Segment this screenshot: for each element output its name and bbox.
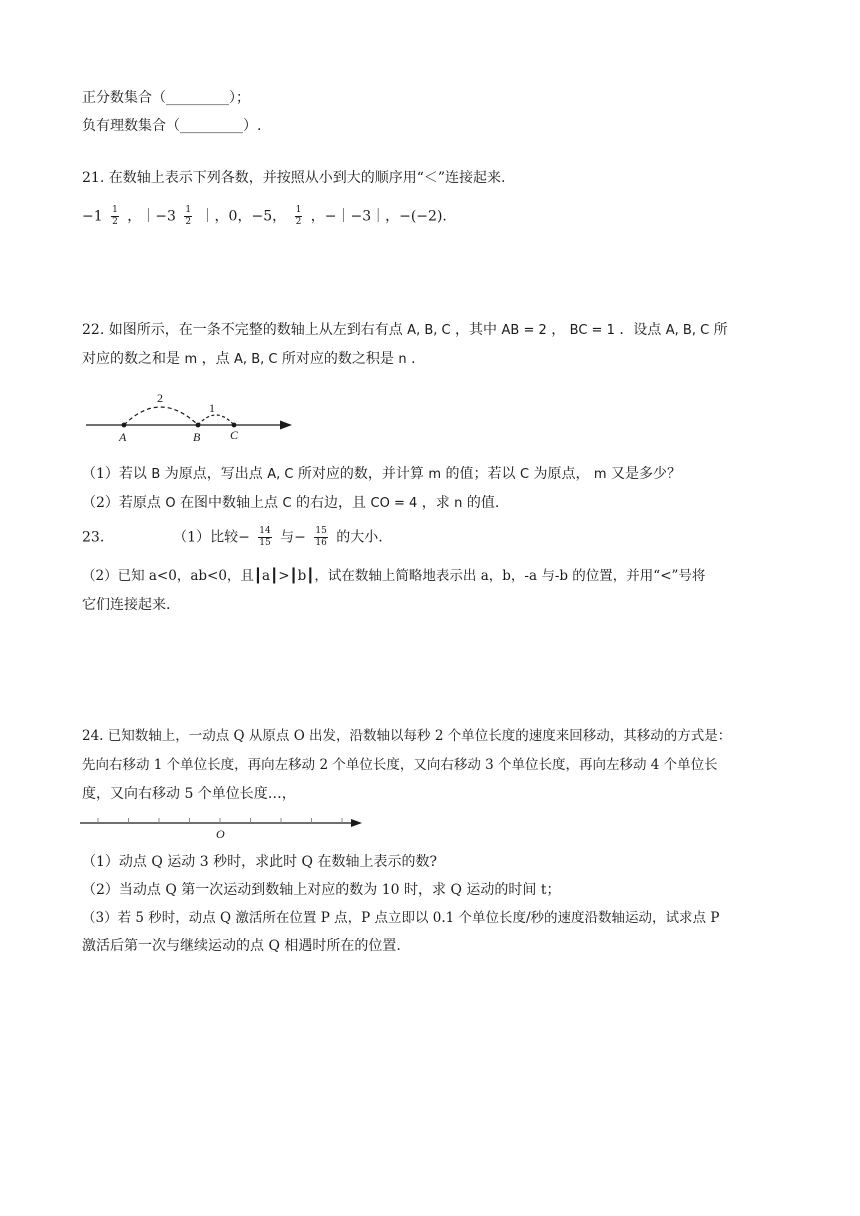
q21-fraction-3 — [295, 205, 303, 228]
q24-origin-label: O — [216, 827, 225, 841]
q23-fraction-2 — [314, 526, 327, 549]
q22-axis-arrow — [280, 421, 292, 430]
q21-text-2: ，｜−3 — [127, 208, 176, 225]
q22-part-2 — [82, 493, 499, 514]
q21-f1-num: 1 — [112, 205, 118, 215]
q21-f1-den: 2 — [112, 217, 118, 227]
q24-stem-line-2: 先向右移动 1 个单位长度，再向左移动 2 个单位长度，又向右移动 3 个单位长度，再向左移动 4 个单位长 — [82, 757, 718, 773]
q21-numbers — [82, 205, 447, 228]
q22-text: 为原点，写出点 — [164, 466, 263, 482]
q22-text: 在图中数轴上点 — [180, 495, 279, 511]
q22-part-1 — [82, 464, 681, 485]
q22-n: n — [398, 352, 407, 367]
q23-text: 的大小. — [336, 529, 383, 546]
q22-var: m — [428, 467, 442, 482]
q22-point-a — [122, 423, 127, 428]
q22-text: 又是多少？ — [611, 466, 682, 482]
q22-text: 所对应的数，并计算 — [297, 466, 424, 482]
q21-fraction-1 — [111, 205, 119, 228]
q21-f3-num: 1 — [295, 205, 302, 215]
q23-f2-num: 15 — [315, 526, 327, 536]
q22-text: 的右边，且 — [296, 495, 367, 511]
q23-part-2-line-1: （2）已知 a<0，ab<0，且┃a┃>┃b┃，试在数轴上简略地表示出 a，b，-a 与-b 的位置，并用“<”号将 — [82, 568, 706, 584]
q21-stem: 21. 在数轴上表示下列各数，并按照从小到大的顺序用“＜”连接起来. — [82, 170, 506, 186]
q22-ab: AB = 2 — [501, 323, 547, 338]
q22-arc-ab-label: 2 — [157, 391, 163, 405]
q22-var: n — [454, 496, 463, 511]
q22-var: C — [282, 496, 292, 511]
q24-part-2: （2）当动点 Q 第一次运动到数轴上对应的数为 10 时，求 Q 运动的时间 t； — [82, 882, 561, 898]
q22-var: A, C — [267, 467, 294, 482]
q24-stem-line-3: 度，又向右移动 5 个单位长度…， — [82, 786, 296, 802]
q22-text: 对应的数之和是 — [82, 351, 180, 367]
q23-part-1 — [82, 526, 383, 549]
q24-part-3-line-1: （3）若 5 秒时，动点 Q 激活所在位置 P 点，P 点立即以 0.1 个单位长度/秒的速度沿数轴运动，试求点 P — [82, 910, 720, 926]
q23-text: 与− — [280, 529, 306, 546]
q22-points: A, B, C — [665, 323, 710, 338]
positive-fraction-set-line: 正分数集合（_________）； — [82, 90, 250, 106]
q22-text: . — [411, 351, 416, 367]
q22-text: 为原点， — [533, 466, 590, 482]
q22-label-b: B — [193, 430, 201, 444]
q22-point-b — [196, 423, 201, 428]
q23-fraction-1 — [258, 526, 271, 549]
q22-points: A, B, C — [234, 352, 278, 367]
q22-text: （1）若以 — [82, 466, 147, 482]
q22-points: A, B, C — [407, 323, 451, 338]
q21-f2-num: 1 — [185, 205, 192, 215]
negative-rational-set-line: 负有理数集合（_________）. — [82, 118, 262, 134]
q24-ticks — [98, 818, 342, 823]
q24-part-1: （1）动点 Q 运动 3 秒时，求此时 Q 在数轴上表示的数? — [82, 854, 437, 870]
q23-part-2-line-2: 它们连接起来. — [82, 597, 171, 613]
q22-text: ，其中 — [455, 322, 498, 338]
q22-var: O — [165, 496, 176, 511]
q22-stem-line-2 — [82, 349, 416, 370]
q21-text-3: ｜，0，−5， — [200, 208, 287, 225]
q22-text: 22. 如图所示，在一条不完整的数轴上从左到右有点 — [82, 322, 403, 338]
q23-f1-num: 14 — [259, 526, 271, 536]
q23-f2-den: 16 — [315, 538, 327, 548]
q24-part-3-line-2: 激活后第一次与继续运动的点 Q 相遇时所在的位置. — [82, 938, 401, 954]
q21-fraction-2 — [184, 205, 192, 228]
q21-f3-den: 2 — [295, 217, 302, 227]
q22-text: 所对应的数之积是 — [281, 351, 394, 367]
q22-point-c — [232, 423, 237, 428]
q22-label-c: C — [230, 428, 239, 442]
q24-axis-arrow — [351, 819, 362, 827]
q22-label-a: A — [119, 430, 127, 444]
q21-f2-den: 2 — [185, 217, 192, 227]
q21-text-1: −1 — [82, 208, 103, 225]
q24-stem-line-1: 24. 已知数轴上，一动点 Q 从原点 O 出发，沿数轴以每秒 2 个单位长度的速度来回移动，其移动的方式是： — [82, 728, 732, 744]
q22-bc: BC = 1 — [569, 323, 615, 338]
q22-number-line-figure — [80, 385, 310, 455]
q22-text: ，点 — [201, 351, 230, 367]
q22-var: m — [593, 467, 607, 482]
q22-text: 所 — [713, 322, 728, 338]
q22-stem-line-1 — [82, 320, 728, 341]
q23-f1-den: 15 — [259, 538, 271, 548]
q22-var: C — [519, 467, 530, 482]
q22-m: m — [184, 352, 198, 367]
q22-arc-bc-label: 1 — [209, 401, 215, 415]
q23-text: （1）比较− — [173, 529, 250, 546]
q22-text: 的值. — [466, 495, 500, 511]
q22-text: 的值；若以 — [445, 466, 516, 482]
q22-text: ， — [551, 322, 566, 338]
q23-number: 23. — [82, 529, 105, 546]
q22-arc-ab — [124, 407, 198, 425]
q22-var: CO = 4 — [370, 496, 418, 511]
q24-number-line-figure — [80, 808, 370, 842]
q22-text: ，求 — [421, 495, 450, 511]
q22-text: （2）若原点 — [82, 495, 161, 511]
q22-arc-bc — [198, 415, 234, 425]
q21-text-4: ，−｜−3｜，−(−2). — [310, 208, 447, 225]
q22-var: B — [151, 467, 161, 482]
q22-text: ．设点 — [619, 322, 662, 338]
